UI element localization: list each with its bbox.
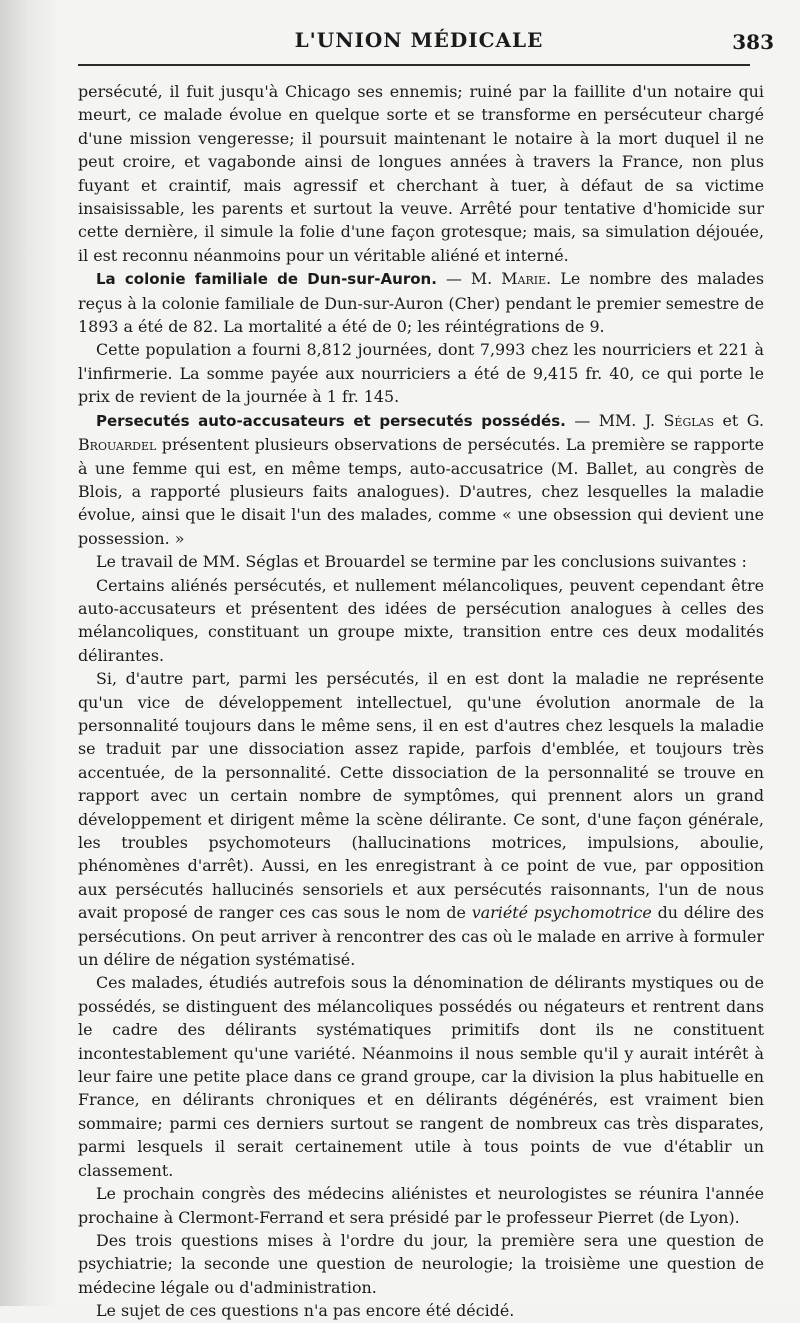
dash: — M. (436, 269, 502, 289)
section-title: La colonie familiale de Dun-sur-Auron. (96, 270, 437, 289)
paragraph: Certains aliénés persécutés, et nullement mélancoliques, peuvent cependant être auto-accusateurs et présentent des idées de persécution analogues à celles des mélancoliques, constituant un groupe mixte, transition entre ces deux modalités délirantes. (78, 575, 764, 665)
author-name: Séglas (663, 410, 715, 430)
paragraph-text: Si, d'autre part, parmi les persécutés, il en est dont la maladie ne représente qu'un vice de développement intellectuel, qu'une évolution anormale de la personnalité toujours dans le même sens, il en est d'autres chez lesquels la maladie se traduit par une dissociation assez rapide, parfois d'emblée, et toujours très accentuée, de la personnalité. Cette dissociation de la personnalité se trouve en rapport avec un certain nombre de symptômes, qui prennent alors un grand développement et dirigent même la scène délirante. Ce sont, d'une façon générale, les troubles psychomoteurs (hallucinations motrices, impulsions, aboulie, phénomènes d'arrêt). Aussi, en les enregistrant à ce point de vue, par opposition aux persécutés hallucinés sensoriels et aux persécutés raisonnants, l'un de nous avait proposé de ranger ces cas sous le nom de (78, 669, 764, 923)
paragraph: Le sujet de ces questions n'a pas encore été décidé. (96, 1301, 515, 1321)
page-number: 383 (732, 30, 774, 54)
paragraph-text: du délire des persécutions. On peut arriver à rencontrer des cas où le malade en arrive à formuler un délire de négation systématisé. (78, 903, 764, 970)
paragraph: Des trois questions mises à l'ordre du jour, la première sera une question de psychiatrie; la seconde une question de neurologie; la troisième une question de médecine légale ou d'administration. (78, 1230, 764, 1297)
paragraph-colonie (78, 267, 764, 338)
paragraph-psychomotrice (78, 667, 764, 971)
author-name: Marie (501, 269, 547, 289)
paragraph: persécuté, il fuit jusqu'à Chicago ses ennemis; ruiné par la faillite d'un notaire qui meurt, ce malade évolue en quelque sorte et se transforme en persécuteur chargé d'une mission vengeresse; il poursuit maintenant le notaire à la mort duquel il ne peut croire, et vagabonde ainsi de longues années à travers la France, non plus fuyant et craintif, mais agressif et cherchant à tuer, à défaut de sa victime insaisissable, les parents et surtout la veuve. Arrêté pour tentative d'homicide sur cette dernière, il simule la folie d'une façon grotesque; mais, sa simulation déjouée, il est reconnu néanmoins pour un véritable aliéné et interné. (78, 82, 764, 265)
author-name: Brouardel (78, 435, 157, 455)
conjunction: et G. (714, 410, 764, 430)
header-rule (78, 64, 750, 66)
page-header (78, 28, 774, 58)
paragraph: Le travail de MM. Séglas et Brouardel se termine par les conclusions suivantes : (96, 552, 747, 572)
running-title: L'UNION MÉDICALE (294, 28, 544, 52)
paragraph-persecutes (78, 409, 764, 550)
dash: — MM. J. (565, 410, 664, 430)
paragraph-text: présentent plusieurs observations de persécutés. La première se rapporte à une femme qui est, en même temps, auto-accusatrice (M. Ballet, au congrès de Blois, a rapporté plusieurs faits analogues). D'autres, chez lesquelles la maladie évolue, ainsi que le disait l'un des malades, comme « une obsession qui devient une possession. » (78, 435, 764, 548)
article-body (78, 80, 764, 1323)
italic-term: variété psychomotrice (471, 903, 652, 923)
paragraph-text: . Le nombre des malades reçus à la colonie familiale de Dun-sur-Auron (Cher) pendant le premier semestre de 1893 a été de 82. La mortalité a été de 0; les réintégrations de 9. (78, 269, 764, 337)
section-title: Persecutés auto-accusateurs et persecutés possédés. (96, 411, 566, 430)
paragraph: Cette population a fourni 8,812 journées, dont 7,993 chez les nourriciers et 221 à l'infirmerie. La somme payée aux nourriciers a été de 9,415 fr. 40, ce qui porte le prix de revient de la journée à 1 fr. 145. (78, 340, 764, 407)
paragraph: Le prochain congrès des médecins aliénistes et neurologistes se réunira l'année prochaine à Clermont-Ferrand et sera présidé par le professeur Pierret (de Lyon). (78, 1184, 764, 1227)
paragraph: Ces malades, étudiés autrefois sous la dénomination de délirants mystiques ou de possédés, se distinguent des mélancoliques possédés ou négateurs et rentrent dans le cadre des délirants systématiques primitifs dont ils ne constituent incontestablement qu'une variété. Néanmoins il nous semble qu'il y aurait intérêt à leur faire une petite place dans ce grand groupe, car la division la plus habituelle en France, en délirants chroniques et en délirants dégénérés, est vraiment bien sommaire; parmi ces derniers surtout se rangent de nombreux cas très disparates, parmi lesquels il serait certainement utile à tous points de vue d'établir un classement. (78, 973, 764, 1180)
